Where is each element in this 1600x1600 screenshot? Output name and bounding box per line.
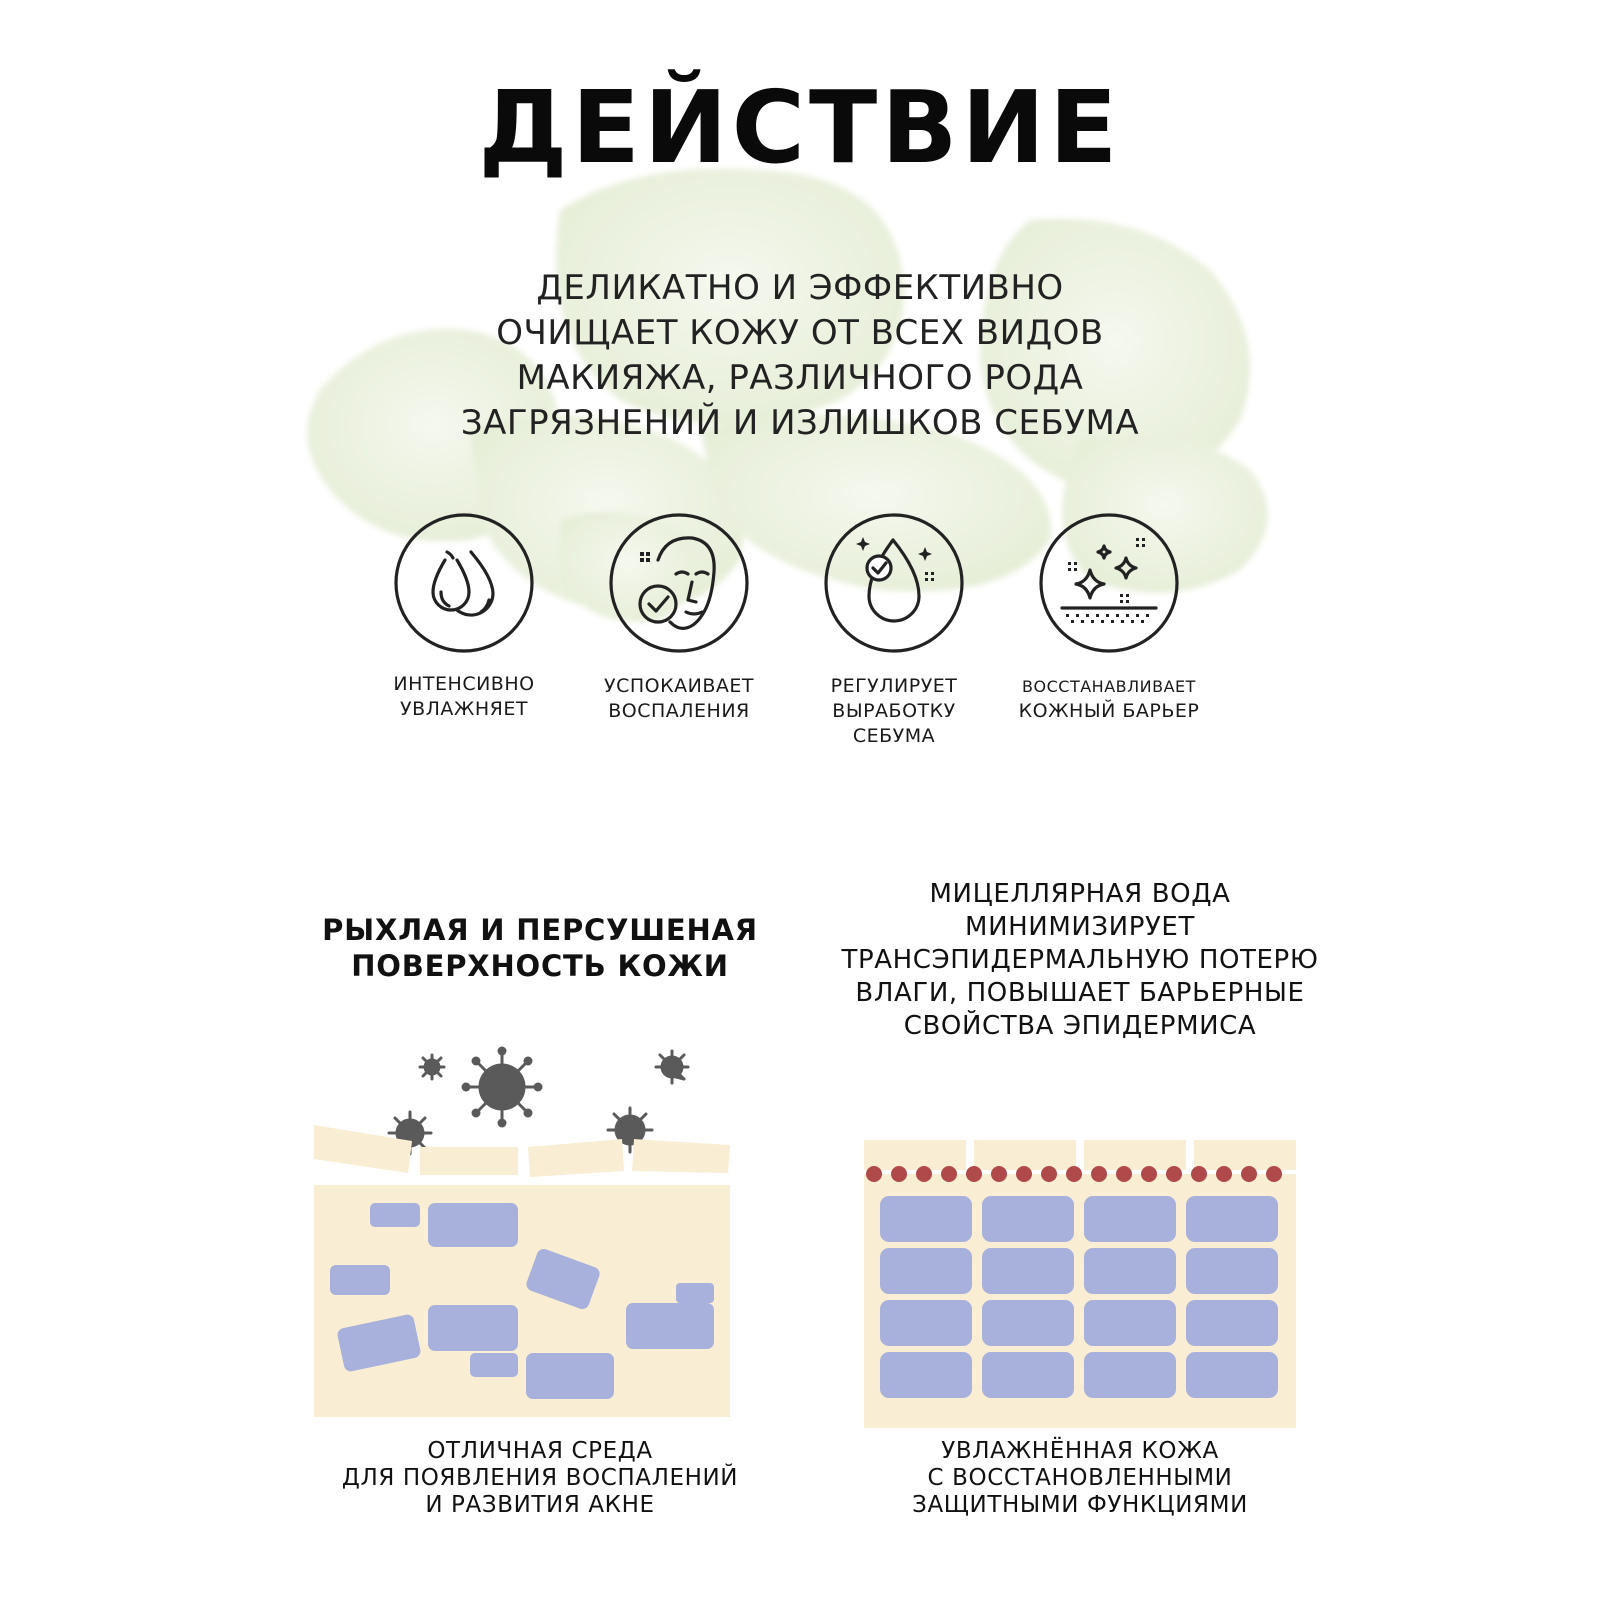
description-line: МАКИЯЖА, РАЗЛИЧНОГО РОДА <box>516 358 1084 398</box>
bacteria-icon <box>463 1048 541 1126</box>
feature-label-line: ВОСПАЛЕНИЯ <box>608 700 750 722</box>
feature-label-line: ВОССТАНАВЛИВАЕТ <box>1022 677 1196 696</box>
heading-line: ВЛАГИ, ПОВЫШАЕТ БАРЬЕРНЫЕ <box>855 978 1305 1008</box>
feature-label-line: ВЫРАБОТКУ <box>832 700 956 722</box>
sparkle-skin-icon <box>1038 512 1180 654</box>
feature-label-soothes <box>564 674 794 724</box>
description-line: ЗАГРЯЗНЕНИЙ И ИЗЛИШКОВ СЕБУМА <box>460 403 1140 443</box>
bacteria-group <box>389 1048 688 1154</box>
feature-label-line: РЕГУЛИРУЕТ <box>830 675 958 697</box>
feature-label-restores-barrier <box>984 674 1234 724</box>
product-description <box>300 266 1300 446</box>
caption-line: ДЛЯ ПОЯВЛЕНИЯ ВОСПАЛЕНИЙ <box>341 1465 739 1491</box>
feature-label-line: УВЛАЖНЯЕТ <box>400 698 528 720</box>
caption-line: УВЛАЖНЁННАЯ КОЖА <box>941 1438 1219 1464</box>
heading-line: МИНИМИЗИРУЕТ <box>965 912 1195 942</box>
barrier-dots <box>866 1166 1282 1182</box>
caption-line: ОТЛИЧНАЯ СРЕДА <box>427 1438 653 1464</box>
face-check-icon <box>608 512 750 654</box>
heading-line: МИЦЕЛЛЯРНАЯ ВОДА <box>929 879 1231 909</box>
micellar-water-heading <box>780 878 1380 1043</box>
feature-label-regulates-sebum <box>779 674 1009 749</box>
caption-line: С ВОССТАНОВЛЕННЫМИ <box>927 1465 1233 1491</box>
bacteria-icon <box>420 1055 444 1079</box>
heading-line: ТРАНСЭПИДЕРМАЛЬНУЮ ПОТЕРЮ <box>841 945 1319 975</box>
feature-label-moisturizes <box>349 672 579 722</box>
description-line: ДЕЛИКАТНО И ЭФФЕКТИВНО <box>536 268 1064 308</box>
intact-surface-tiles <box>864 1140 1296 1170</box>
page-title: ДЕЙСТВИЕ <box>478 69 1122 186</box>
water-drops-icon <box>393 512 535 654</box>
heading-line: СВОЙСТВА ЭПИДЕРМИСА <box>903 1011 1257 1041</box>
damaged-skin-heading <box>260 912 820 984</box>
damaged-skin-illustration <box>300 1035 760 1425</box>
healthy-skin-caption <box>800 1438 1360 1519</box>
loose-surface-flakes <box>314 1125 730 1177</box>
healthy-skin-illustration <box>860 1140 1300 1430</box>
heading-line: РЫХЛАЯ И ПЕРСУШЕНАЯ <box>322 913 758 947</box>
feature-label-line: КОЖНЫЙ БАРЬЕР <box>1018 700 1200 722</box>
damaged-skin-caption <box>260 1438 820 1519</box>
bacteria-icon <box>656 1051 688 1083</box>
caption-line: ЗАЩИТНЫМИ ФУНКЦИЯМИ <box>912 1492 1248 1518</box>
description-line: ОЧИЩАЕТ КОЖУ ОТ ВСЕХ ВИДОВ <box>496 313 1104 353</box>
heading-line: ПОВЕРХНОСТЬ КОЖИ <box>351 949 729 983</box>
drop-check-icon <box>823 512 965 654</box>
feature-label-line: ИНТЕНСИВНО <box>393 673 535 695</box>
feature-label-line: УСПОКАИВАЕТ <box>604 675 754 697</box>
caption-line: И РАЗВИТИЯ АКНЕ <box>425 1492 655 1518</box>
feature-label-line: СЕБУМА <box>852 725 936 747</box>
